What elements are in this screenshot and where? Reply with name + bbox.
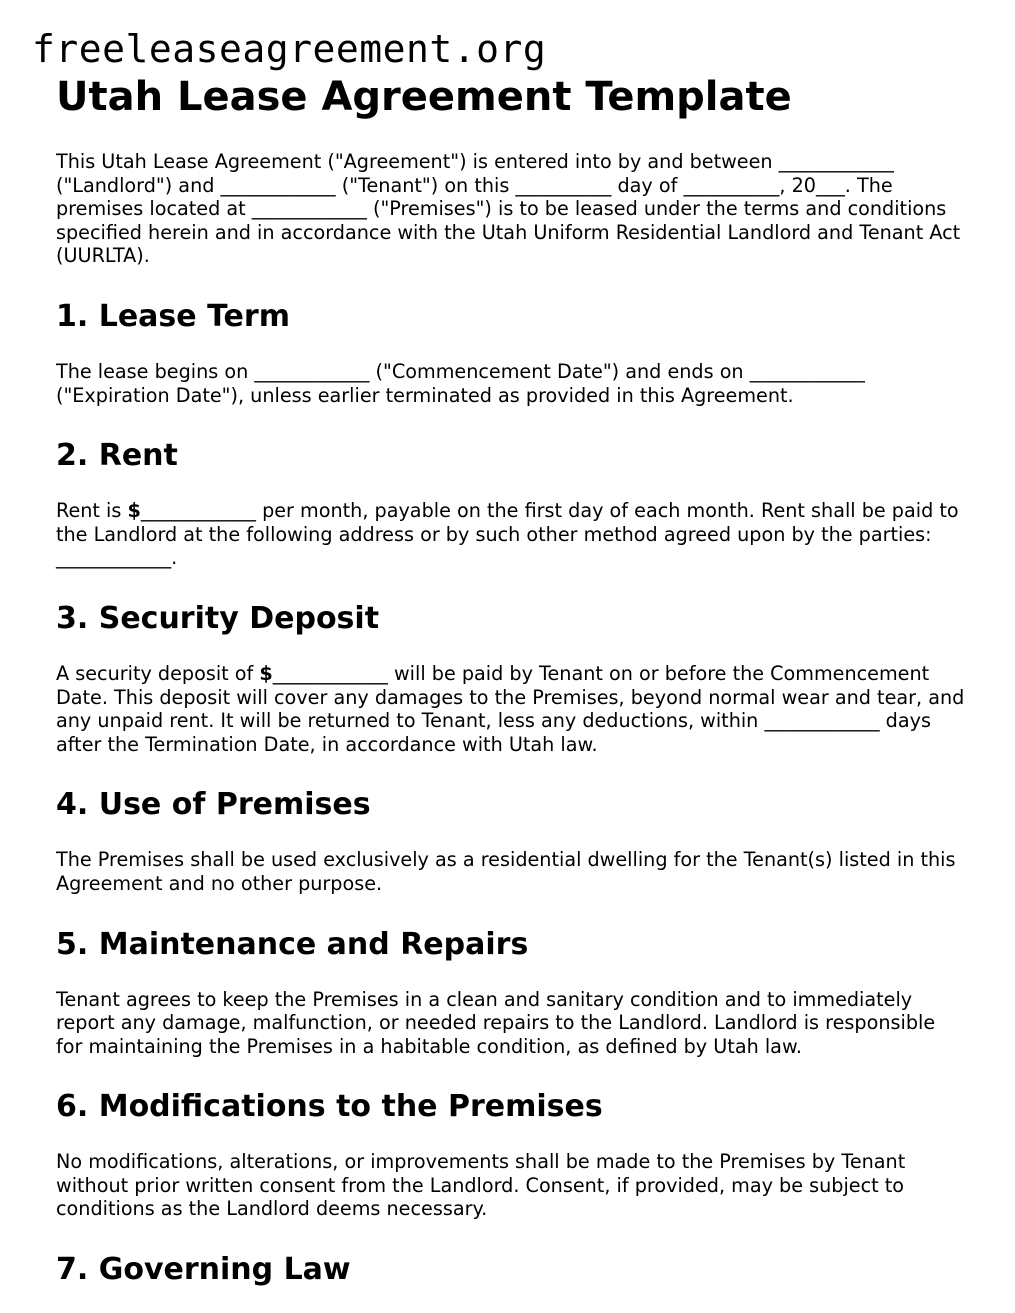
section-heading: 2. Rent <box>56 438 178 474</box>
text-after-amount: ____________ will be paid by Tenant on or before the Commencement Date. This deposit will cover any damages to the Premises, beyond normal wear and tear, and any unpaid rent. It will be returned to Tenant, less any deductions, within ____________ days after the Termination Date, in accordance with Utah law. <box>56 661 965 756</box>
text-after-amount: ____________ per month, payable on the first day of each month. Rent shall be paid to the Landlord at the following address or by such other method agreed upon by the parties: ____________. <box>56 499 959 570</box>
site-watermark: freeleaseagreement.org <box>32 27 547 71</box>
section-heading: 1. Lease Term <box>56 298 290 334</box>
section-text <box>56 662 966 756</box>
section-text <box>56 499 966 570</box>
intro-paragraph: This Utah Lease Agreement ("Agreement") is entered into by and between ____________ ("Landlord") and ____________ ("Tenant") on this __________ day of __________, 20___. The premises located at ____________ ("Premises") is to be leased under the terms and conditions specified herein and in accordance with the Utah Uniform Residential Landlord and Tenant Act (UURLTA). <box>56 150 961 268</box>
section-use-of-premises <box>56 787 966 895</box>
section-text: The lease begins on ____________ ("Commencement Date") and ends on ____________ ("Expiration Date"), unless earlier terminated as provided in this Agreement. <box>56 359 865 407</box>
document-title: Utah Lease Agreement Template <box>56 74 792 120</box>
section-heading: 5. Maintenance and Repairs <box>56 926 529 962</box>
section-text: The Premises shall be used exclusively as a residential dwelling for the Tenant(s) listed in this Agreement and no other purpose. <box>56 848 956 895</box>
section-text: No modifications, alterations, or improvements shall be made to the Premises by Tenant without prior written consent from the Landlord. Consent, if provided, may be subject to conditions as the Landlord deems necessary. <box>56 1150 906 1221</box>
section-maintenance-repairs <box>56 927 966 1059</box>
section-heading: 6. Modifications to the Premises <box>56 1089 603 1125</box>
section-security-deposit <box>56 601 966 756</box>
text-before-amount: Rent is <box>56 499 128 523</box>
section-text: Tenant agrees to keep the Premises in a clean and sanitary condition and to immediately report any damage, malfunction, or needed repairs to the Landlord. Landlord is responsible for maintaining the Premises in a habitable condition, as defined by Utah law. <box>56 987 936 1058</box>
section-lease-term <box>56 299 966 407</box>
section-governing-law <box>56 1252 966 1288</box>
section-heading: 4. Use of Premises <box>56 787 371 823</box>
lease-document <box>56 74 966 1288</box>
text-before-amount: A security deposit of <box>56 661 260 685</box>
section-modifications <box>56 1089 966 1221</box>
dollar-sign: $ <box>127 499 141 523</box>
section-heading: 3. Security Deposit <box>56 600 380 636</box>
dollar-sign: $ <box>259 661 273 685</box>
section-heading: 7. Governing Law <box>56 1252 351 1288</box>
section-rent <box>56 438 966 570</box>
